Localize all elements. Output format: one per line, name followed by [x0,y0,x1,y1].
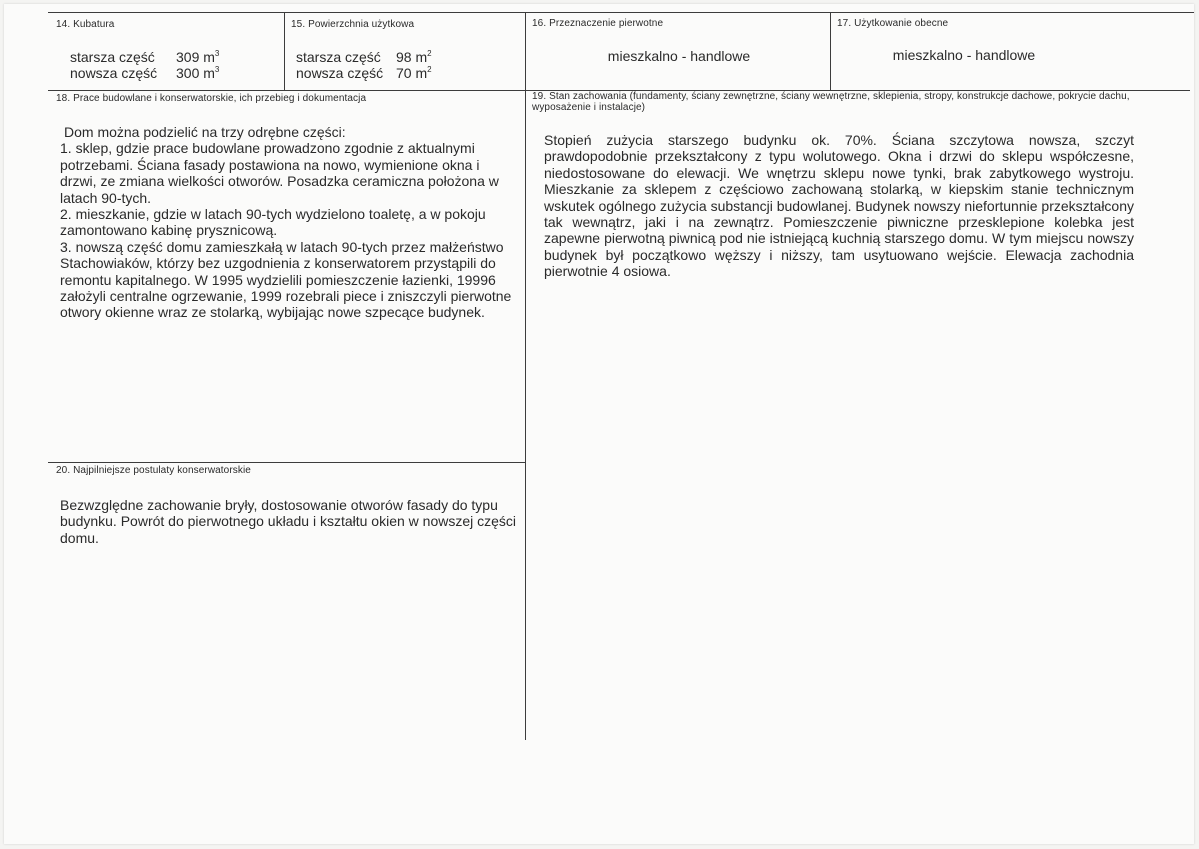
powierzchnia-row-older [296,49,432,65]
powierzchnia-older-unit-exp: 2 [427,49,432,58]
kubatura-older-label: starsza część [70,49,155,65]
col-divider-3 [830,12,831,91]
powierzchnia-newer-label: nowsza część [296,65,384,81]
postulaty-header: 20. Najpilniejsze postulaty konserwatorskie [56,465,251,476]
powierzchnia-header: 15. Powierzchnia użytkowa [291,19,415,30]
form-sheet [4,4,1194,844]
kubatura-newer-label: nowsza część [70,65,158,81]
przeznaczenie-header: 16. Przeznaczenie pierwotne [532,18,664,29]
col-divider-main [525,12,526,740]
prace-item-2: 2. mieszkanie, gdzie w latach 90-tych wydzielono toaletę, a w pokoju zamontowano kabinę prysznicową. [60,206,486,239]
kubatura-newer-unit-exp: 3 [214,65,220,74]
uzytkowanie-header: 17. Użytkowanie obecne [837,18,949,29]
top-border [48,12,1194,13]
kubatura-row-older [70,49,219,65]
prace-text [60,124,512,321]
powierzchnia-newer-unit-exp: 2 [427,65,432,74]
powierzchnia-newer-value: 70 m [396,65,428,81]
prace-line-intro: Dom można podzielić na trzy odrębne części: [64,124,346,140]
stan-header: 19. Stan zachowania (fundamenty, ściany zewnętrzne, ściany wewnętrzne, sklepienia, stropy, konstrukcje dachowe, pokrycie dachu, wyposażenie i instalacje) [532,91,1130,113]
prace-item-3: 3. nowszą część domu zamieszkałą w latach 90-tych przez małżeństwo Stachowiaków, którzy bez uzgodnienia z konserwatorem przystąpili do remontu kapitalnego. W 1995 wydzielili pomieszczenie łazienki, 19996 założyli centralne ogrzewanie, 1999 rozebrali piece i zniszczyli pierwotne otwory okienne wraz ze stolarką, wybijając nowe szpecące budynek. [60,238,512,321]
powierzchnia-older-value: 98 m [396,49,428,65]
powierzchnia-row-newer [296,65,432,81]
postulaty-text: Bezwzględne zachowanie bryły, dostosowanie otworów fasady do typu budynku. Powrót do pierwotnego układu i kształtu okien w nowszej części domu. [60,497,517,546]
prace-header: 18. Prace budowlane i konserwatorskie, ich przebieg i dokumentacja [56,93,367,104]
section18-bottom-border [48,462,526,463]
prace-item-1: 1. sklep, gdzie prace budowlane prowadzono zgodnie z aktualnymi potrzebami. Ściana fasady postawiona na nowo, wymienione okna i drzwi, ze zmiana wielkości otworów. Posadzka ceramiczna położona w latach 90-tych. [60,140,499,206]
kubatura-row-newer [70,65,219,81]
kubatura-header: 14. Kubatura [56,19,115,30]
kubatura-older-value: 309 m [176,49,215,65]
uzytkowanie-value: mieszkalno - handlowe [892,47,1036,63]
stan-text: Stopień zużycia starszego budynku ok. 70%. Ściana szczytowa nowsza, szczyt prawdopodobnie przekształcony z typu wolutowego. Okna i drzwi do sklepu współczesne, niedostosowane do elewacji. We wnętrzu sklepu nowe tynki, brak zabytkowego wystroju. Mieszkanie za sklepem z częściowo zachowaną stolarką, w kiepskim stanie technicznym wskutek ogólnego zużycia substancji budowlanej. Budynek nowszy niefortunnie przekształcony tak wewnątrz, jaki i na zewnątrz. Pomieszczenie piwniczne przesklepione kolebka jest zapewne pierwotną piwnicą pod nie istniejącą kuchnią starszego domu. W tym miejscu nowszy budynek był początkowo węższy i niższy, tam usytuowano wejście. Elewacja zachodnia pierwotnie 4 osiowa. [544,132,1134,280]
kubatura-newer-value: 300 m [176,65,215,81]
kubatura-older-unit-exp: 3 [214,49,220,58]
przeznaczenie-value: mieszkalno - handlowe [607,48,751,64]
powierzchnia-older-label: starsza część [296,49,381,65]
col-divider-1 [284,12,285,91]
